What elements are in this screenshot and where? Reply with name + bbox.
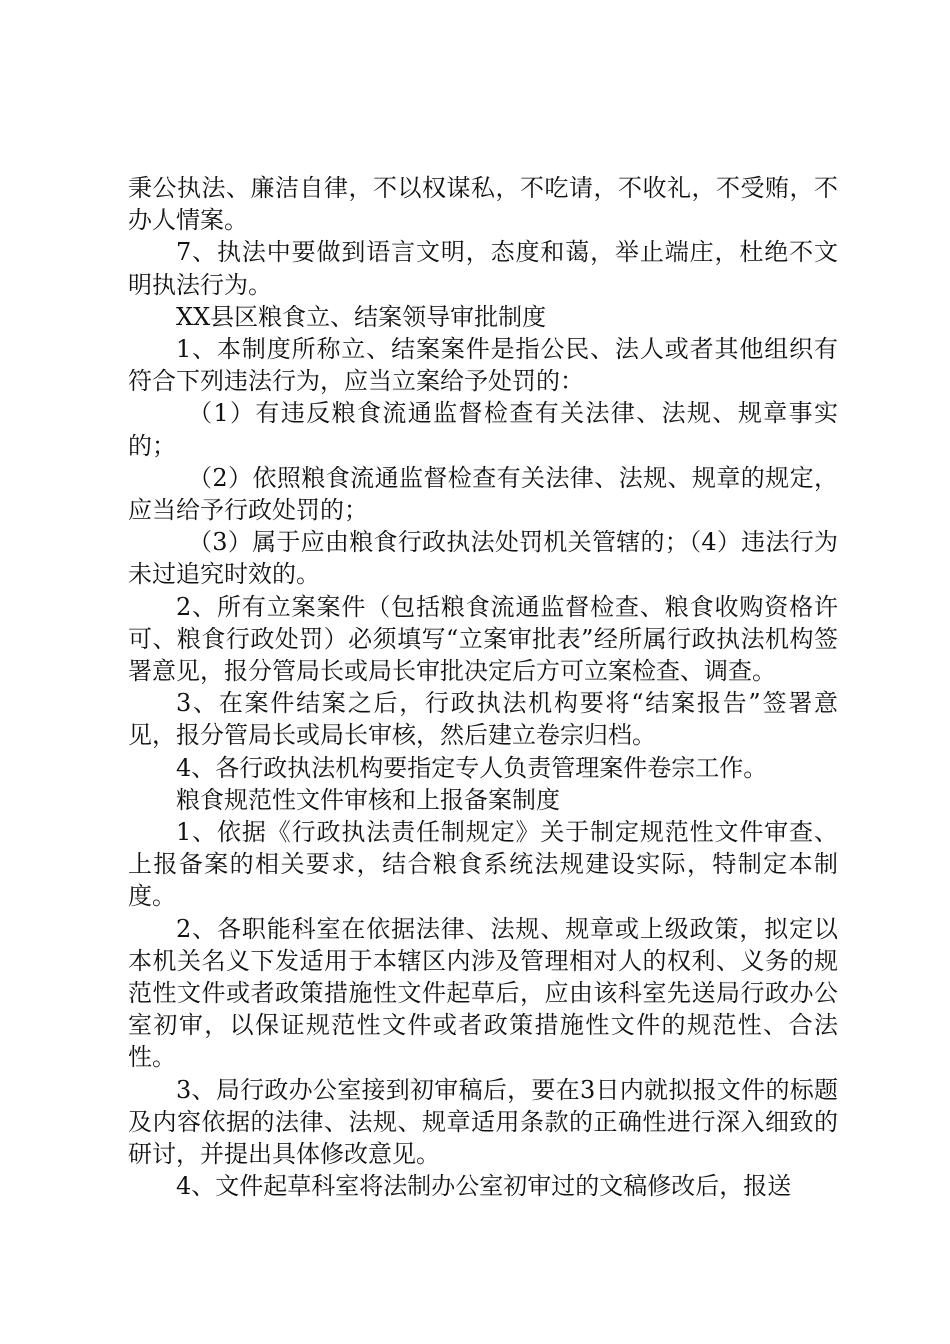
paragraph-continuation: 秉公执法、廉洁自律，不以权谋私，不吃请，不收礼，不受贿，不办人情案。 [128, 174, 838, 235]
document-body [128, 172, 838, 1203]
paragraph-subitem-2: （2）依照粮食流通监督检查有关法律、法规、规章的规定，应当给予行政处罚的； [128, 463, 838, 525]
paragraph-subitem-1: （1）有违反粮食流通监督检查有关法律、法规、规章事实的； [128, 399, 838, 460]
paragraph-item-2: 2、所有立案案件（包括粮食流通监督检查、粮食收购资格许可、粮食行政处罚）必须填写“立案审批表”经所属行政执法机构签署意见，报分管局长或局长审批决定后方可立案检查、调查。 [128, 592, 838, 686]
paragraph-review-item-2: 2、各职能科室在依据法律、法规、规章或上级政策，拟定以本机关名义下发适用于本辖区内涉及管理相对人的权利、义务的规范性文件或者政策措施性文件起草后，应由该科室先送局行政办公室初审，以保证规范性文件或者政策措施性文件的规范性、合法性。 [128, 914, 838, 1072]
paragraph-item-4: 4、各行政执法机构要指定专人负责管理案件卷宗工作。 [176, 753, 768, 782]
paragraph-subitem-3-4: （3）属于应由粮食行政执法处罚机关管辖的；（4）违法行为未过追究时效的。 [128, 528, 838, 589]
paragraph-item-7: 7、执法中要做到语言文明，态度和蔼，举止端庄，杜绝不文明执法行为。 [128, 238, 838, 299]
paragraph-item-1: 1、本制度所称立、结案案件是指公民、法人或者其他组织有符合下列违法行为，应当立案给予处罚的： [128, 335, 838, 396]
paragraph-review-item-4: 4、文件起草科室将法制办公室初审过的文稿修改后，报送 [176, 1172, 792, 1201]
section-heading-approval-system: XX县区粮食立、结案领导审批制度 [176, 302, 547, 331]
section-heading-document-review: 粮食规范性文件审核和上报备案制度 [176, 785, 560, 814]
paragraph-review-item-1: 1、依据《行政执法责任制规定》关于制定规范性文件审查、上报备案的相关要求，结合粮食系统法规建设实际，特制定本制度。 [128, 818, 838, 911]
paragraph-review-item-3: 3、局行政办公室接到初审稿后，要在3日内就拟报文件的标题及内容依据的法律、法规、规章适用条款的正确性进行深入细致的研讨，并提出具体修改意见。 [128, 1075, 838, 1169]
paragraph-item-3: 3、在案件结案之后，行政执法机构要将“结案报告”签署意见，报分管局长或局长审核，然后建立卷宗归档。 [128, 689, 838, 750]
